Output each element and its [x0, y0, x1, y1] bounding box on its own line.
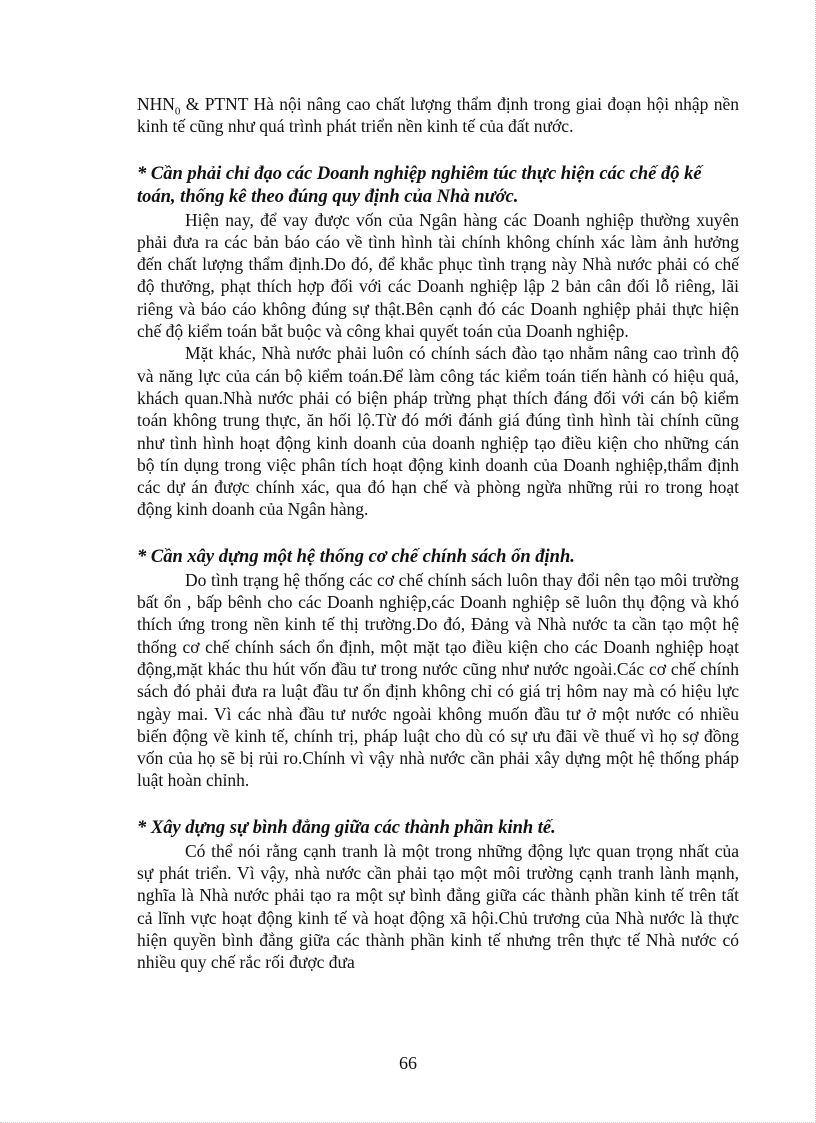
intro-paragraph [137, 93, 739, 138]
paragraph-financial-reports: Hiện nay, để vay được vốn của Ngân hàng các Doanh nghiệp thường xuyên phải đưa ra các bản báo cáo về tình hình tài chính không chính xác làm ảnh hưởng đến chất lượng thẩm định.Do đó, để khắc phục tình trạng này Nhà nước phải có chế độ thưởng, phạt thích hợp đối với các Doanh nghiệp lập 2 bản cân đối lỗ riêng, lãi riêng và báo cáo không đúng sự thật.Bên cạnh đó các Doanh nghiệp phải thực hiện chế độ kiểm toán bắt buộc và công khai quyết toán của Doanh nghiệp. [137, 209, 739, 342]
paragraph-audit-training: Mặt khác, Nhà nước phải luôn có chính sách đào tạo nhằm nâng cao trình độ và năng lực của cán bộ kiểm toán.Để làm công tác kiểm toán tiến hành có hiệu quả, khách quan.Nhà nước phải có biện pháp trừng phạt thích đáng đối với cán bộ kiểm toán không trung thực, ăn hối lộ.Từ đó mới đánh giá đúng tình hình tài chính cũng như tình hình hoạt động kinh doanh của doanh nghiệp tạo điều kiện cho những cán bộ tín dụng trong việc phân tích hoạt động kinh doanh của Doanh nghiệp,thẩm định các dự án được chính xác, qua đó hạn chế và phòng ngừa những rủi ro trong hoạt động kinh doanh của Ngân hàng. [137, 343, 739, 520]
section-heading-equality: * Xây dựng sự bình đẳng giữa các thành phần kinh tế. [137, 817, 556, 838]
paragraph-stable-policy: Do tình trạng hệ thống các cơ chế chính sách luôn thay đổi nên tạo môi trường bất ổn , bấp bênh cho các Doanh nghiệp,các Doanh nghiệp sẽ luôn thụ động và khó thích ứng trong nền kinh tế thị trường.Do đó, Đảng và Nhà nước ta cần tạo một hệ thống cơ chế chính sách ổn định, một mặt tạo điều kiện cho các Doanh nghiệp hoạt động,mặt khác thu hút vốn đầu tư trong nước cũng như nước ngoài.Các cơ chế chính sách đó phải đưa ra luật đầu tư ổn định không chỉ có giá trị hôm nay mà có hiệu lực ngày mai. Vì các nhà đầu tư nước ngoài không muốn đầu tư ở một nước có nhiều biến động về kinh tế, chính trị, pháp luật cho dù có sự ưu đãi về thuế vì họ sợ đồng vốn của họ sẽ bị rủi ro.Chính vì vậy nhà nước cần phải xây dựng một hệ thống pháp luật hoàn chỉnh. [137, 569, 739, 791]
section-heading-accounting: * Cần phải chỉ đạo các Doanh nghiệp nghiêm túc thực hiện các chế độ kế toán, thống kê theo đúng quy định của Nhà nước. [137, 163, 702, 207]
section-heading-stable-policy: * Cần xây dựng một hệ thống cơ chế chính sách ổn định. [137, 546, 575, 567]
paragraph-equality: Có thể nói rằng cạnh tranh là một trong những động lực quan trọng nhất của sự phát triển. Vì vậy, nhà nước cần phải tạo một môi trường cạnh tranh lành mạnh, nghĩa là Nhà nước phải tạo ra một sự bình đẳng giữa các thành phần kinh tế trên tất cả lĩnh vực hoạt động kinh tế và hoạt động xã hội.Chủ trương của Nhà nước là thực hiện quyền bình đẳng giữa các thành phần kinh tế nhưng trên thực tế Nhà nước có nhiều quy chế rắc rối được đưa [137, 840, 739, 973]
page-number: 66 [399, 1053, 417, 1073]
intro-subscript: 0 [174, 105, 181, 118]
intro-text: & PTNT Hà nội nâng cao chất lượng thẩm định trong giai đoạn hội nhập nền kinh tế cũng như quá trình phát triển nền kinh tế của đất nước. [137, 94, 739, 137]
intro-prefix: NHN [137, 94, 175, 114]
document-body [137, 93, 739, 974]
